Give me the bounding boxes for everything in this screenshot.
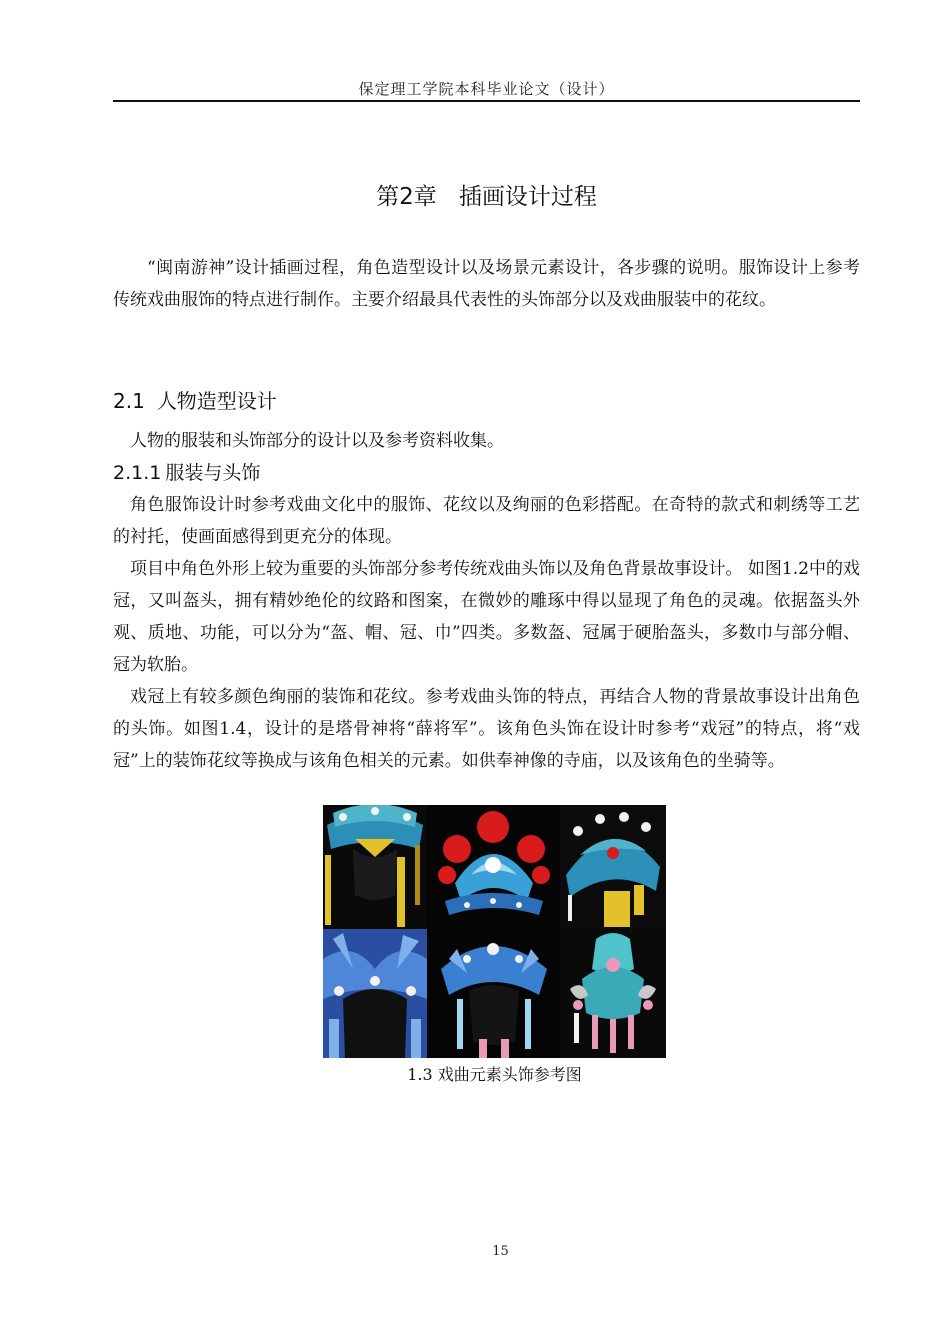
header-rule	[113, 100, 860, 102]
chapter-heading	[113, 178, 860, 211]
figure-caption: 1.3 戏曲元素头饰参考图	[407, 1065, 582, 1084]
body-paragraph-1: 角色服饰设计时参考戏曲文化中的服饰、花纹以及绚丽的色彩搭配。在奇特的款式和刺绣等工艺的衬托，使画面感得到更充分的体现。	[113, 495, 860, 547]
body-paragraph-3: 戏冠上有较多颜色绚丽的装饰和花纹。参考戏曲头饰的特点，再结合人物的背景故事设计出角色的头饰。如图1.4，设计的是塔骨神将“薛将军”。该角色头饰在设计时参考“戏冠”的特点，将“戏冠”上的装饰花纹等换成与该角色相关的元素。如供奉神像的寺庙，以及该角色的坐骑等。	[113, 687, 860, 771]
headdress-photo-5	[427, 929, 560, 1058]
running-header: 保定理工学院本科毕业论文（设计）	[358, 80, 615, 98]
chapter-title: 插画设计过程	[458, 184, 597, 210]
subsection-number: 2.1.1	[113, 462, 162, 484]
section-title: 人物造型设计	[156, 389, 277, 413]
headdress-photo-6	[560, 929, 666, 1058]
body-paragraph-2: 项目中角色外形上较为重要的头饰部分参考传统戏曲头饰以及角色背景故事设计。 如图1.2中的戏冠，又叫盔头，拥有精妙绝伦的纹路和图案，在微妙的雕琢中得以显现了角色的灵魂。依据盔头外观、质地、功能，可以分为“盔、帽、冠、巾”四类。多数盔、冠属于硬胎盔头，多数巾与部分帽、冠为软胎。	[113, 559, 860, 675]
chapter-intro-paragraph: “闽南游神”设计插画过程，角色造型设计以及场景元素设计，各步骤的说明。服饰设计上参考传统戏曲服饰的特点进行制作。主要介绍最具代表性的头饰部分以及戏曲服装中的花纹。	[113, 258, 860, 310]
chapter-number: 第2章	[376, 184, 437, 210]
section-number: 2.1	[113, 389, 145, 413]
headdress-photo-2	[427, 805, 560, 929]
headdress-photo-4	[323, 929, 427, 1058]
subsection-heading	[113, 458, 260, 485]
subsection-title: 服装与头饰	[165, 462, 261, 484]
page-number: 15	[492, 1244, 509, 1259]
headdress-reference-figure	[323, 805, 666, 1058]
section-intro-paragraph: 人物的服装和头饰部分的设计以及参考资料收集。	[130, 431, 504, 451]
headdress-photo-3	[560, 805, 666, 929]
section-heading	[113, 385, 277, 414]
headdress-photo-1	[323, 805, 427, 929]
